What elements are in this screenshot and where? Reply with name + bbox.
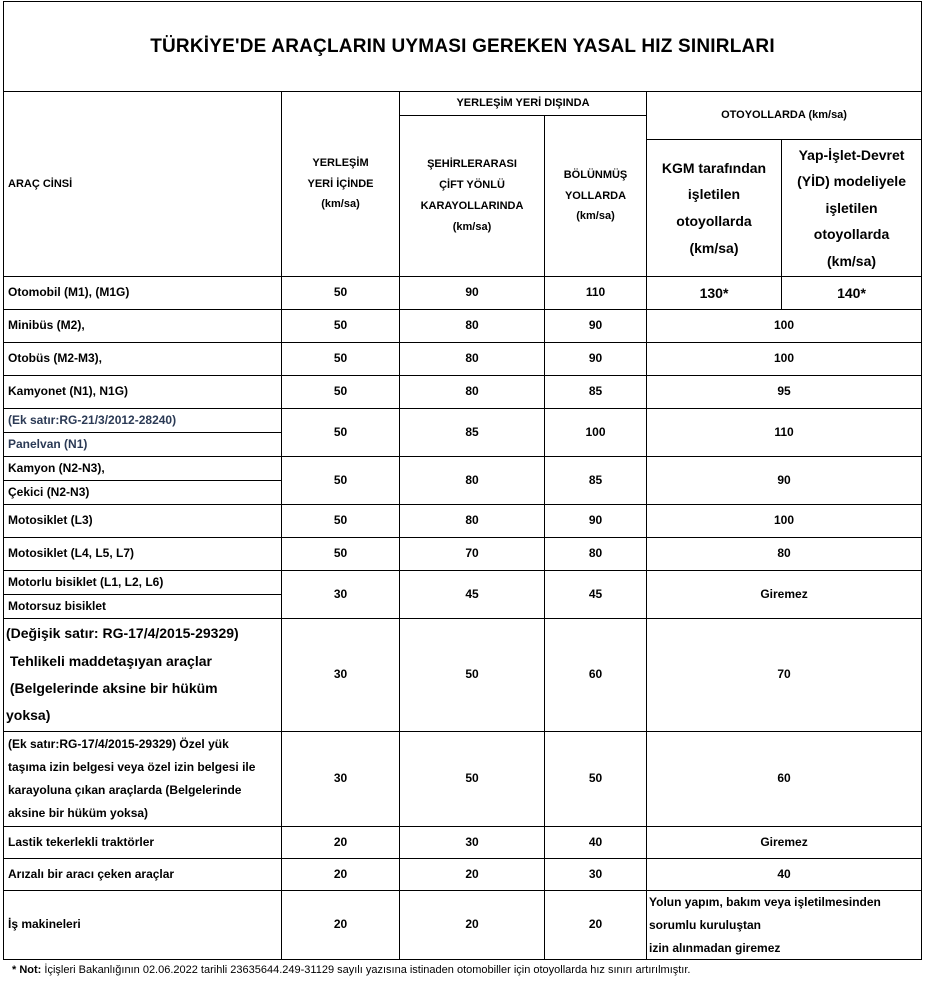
- cell-sehirlerarasi: 85: [400, 409, 545, 457]
- table-row: [4, 891, 922, 960]
- cell-bolunmus: 85: [545, 457, 647, 505]
- cell-sehirlerarasi: 80: [400, 376, 545, 409]
- name-line: (Ek satır:RG-17/4/2015-29329) Özel yük: [8, 737, 229, 752]
- vehicle-name: Otomobil (M1), (M1G): [4, 277, 282, 310]
- cell-yerlesim: 20: [282, 859, 400, 891]
- header-line: YERLEŞİM: [312, 156, 369, 169]
- vehicle-name: Minibüs (M2),: [4, 310, 282, 343]
- cell-yerlesim: 50: [282, 505, 400, 538]
- cell-otoyol: 100: [647, 343, 922, 376]
- table-row: [4, 859, 922, 891]
- cell-bolunmus: 60: [545, 619, 647, 732]
- name-line: aksine bir hüküm yoksa): [8, 805, 149, 820]
- vehicle-name: Motorlu bisiklet (L1, L2, L6): [4, 571, 282, 595]
- vehicle-name: Lastik tekerlekli traktörler: [4, 827, 282, 859]
- cell-otoyol: 90: [647, 457, 922, 505]
- otoyol-line: sorumlu kuruluştan: [649, 917, 762, 932]
- vehicle-name: Motosiklet (L4, L5, L7): [4, 538, 282, 571]
- footnote-label: * Not:: [12, 964, 42, 976]
- table-row: [4, 827, 922, 859]
- header-bolunmus: [545, 116, 647, 277]
- cell-yerlesim: 30: [282, 732, 400, 827]
- table-row: [4, 571, 922, 595]
- cell-bolunmus: 85: [545, 376, 647, 409]
- header-yid: [782, 140, 922, 277]
- cell-otoyol: Giremez: [647, 571, 922, 619]
- cell-otoyol: 70: [647, 619, 922, 732]
- cell-sehirlerarasi: 80: [400, 310, 545, 343]
- cell-bolunmus: 30: [545, 859, 647, 891]
- cell-sehirlerarasi: 70: [400, 538, 545, 571]
- vehicle-name: İş makineleri: [4, 891, 282, 960]
- vehicle-name: Kamyonet (N1), N1G): [4, 376, 282, 409]
- header-line: BÖLÜNMÜŞ: [563, 168, 628, 181]
- otoyol-line: izin alınmadan giremez: [649, 940, 781, 955]
- vehicle-name: Motosiklet (L3): [4, 505, 282, 538]
- cell-bolunmus: 45: [545, 571, 647, 619]
- cell-otoyol: 100: [647, 310, 922, 343]
- cell-kgm: 130*: [647, 277, 782, 310]
- cell-yerlesim: 50: [282, 409, 400, 457]
- cell-otoyol: 80: [647, 538, 922, 571]
- vehicle-name: Motorsuz bisiklet: [4, 595, 282, 619]
- header-kgm: [647, 140, 782, 277]
- cell-bolunmus: 90: [545, 343, 647, 376]
- name-line: taşıma izin belgesi veya özel izin belgesi ile: [8, 760, 256, 775]
- table-row: [4, 376, 922, 409]
- table-row: [4, 409, 922, 433]
- cell-yerlesim: 50: [282, 376, 400, 409]
- cell-yerlesim: 50: [282, 538, 400, 571]
- speed-limit-table: [3, 1, 922, 960]
- cell-bolunmus: 40: [545, 827, 647, 859]
- header-yerlesim-ici: [282, 92, 400, 277]
- vehicle-name: Çekici (N2-N3): [4, 481, 282, 505]
- cell-sehirlerarasi: 45: [400, 571, 545, 619]
- footnote: [12, 964, 690, 976]
- cell-otoyol: 40: [647, 859, 922, 891]
- header-line: otoyollarda: [676, 213, 752, 229]
- cell-sehirlerarasi: 20: [400, 859, 545, 891]
- cell-yerlesim: 50: [282, 343, 400, 376]
- cell-yerlesim: 50: [282, 277, 400, 310]
- cell-bolunmus: 80: [545, 538, 647, 571]
- name-line: karayoluna çıkan araçlarda (Belgelerinde: [8, 783, 242, 797]
- footnote-text: İçişleri Bakanlığının 02.06.2022 tarihli 23635644.249-31129 sayılı yazısına istinaden otomobiller için otoyollarda hız sınırı artırılmıştır.: [41, 964, 691, 976]
- header-line: otoyollarda: [813, 226, 890, 243]
- name-line: Tehlikeli maddetaşıyan araçlar: [9, 652, 212, 669]
- table-row: [4, 457, 922, 481]
- cell-sehirlerarasi: 90: [400, 277, 545, 310]
- header-line: işletilen: [825, 199, 878, 216]
- header-line: (km/sa): [827, 252, 877, 269]
- cell-sehirlerarasi: 80: [400, 457, 545, 505]
- header-yerlesim-disi: YERLEŞİM YERİ DIŞINDA: [400, 92, 647, 116]
- cell-sehirlerarasi: 50: [400, 732, 545, 827]
- vehicle-name: Arızalı bir aracı çeken araçlar: [4, 859, 282, 891]
- cell-yerlesim: 30: [282, 571, 400, 619]
- table-row: [4, 538, 922, 571]
- header-line: KGM tarafından: [661, 159, 767, 176]
- cell-otoyol: 100: [647, 505, 922, 538]
- cell-sehirlerarasi: 50: [400, 619, 545, 732]
- header-line: (km/sa): [689, 239, 739, 256]
- header-line: YOLLARDA: [564, 189, 627, 202]
- table-row: [4, 343, 922, 376]
- cell-sehirlerarasi: 80: [400, 505, 545, 538]
- cell-bolunmus: 20: [545, 891, 647, 960]
- vehicle-name: [4, 732, 282, 827]
- header-line: (km/sa): [321, 198, 360, 211]
- header-arac-cinsi: ARAÇ CİNSİ: [4, 92, 282, 277]
- cell-yerlesim: 20: [282, 827, 400, 859]
- table-row: [4, 505, 922, 538]
- vehicle-name: Kamyon (N2-N3),: [4, 457, 282, 481]
- cell-bolunmus: 110: [545, 277, 647, 310]
- cell-yerlesim: 30: [282, 619, 400, 732]
- cell-otoyol: 110: [647, 409, 922, 457]
- cell-bolunmus: 90: [545, 310, 647, 343]
- header-line: işletilen: [687, 186, 741, 203]
- table-row: [4, 619, 922, 732]
- name-line: (Belgelerinde aksine bir hüküm: [9, 680, 218, 696]
- vehicle-name: (Ek satır:RG-21/3/2012-28240): [4, 409, 282, 433]
- speed-limit-document: [3, 1, 920, 959]
- cell-bolunmus: 100: [545, 409, 647, 457]
- header-line: Yap-İşlet-Devret: [798, 146, 905, 163]
- table-row: [4, 732, 922, 827]
- cell-otoyol: 95: [647, 376, 922, 409]
- cell-bolunmus: 50: [545, 732, 647, 827]
- header-line: YERİ İÇİNDE: [307, 177, 374, 190]
- page-title: TÜRKİYE'DE ARAÇLARIN UYMASI GEREKEN YASAL HIZ SINIRLARI: [4, 2, 922, 92]
- vehicle-name: Panelvan (N1): [4, 433, 282, 457]
- header-line: (km/sa): [452, 220, 492, 233]
- name-line: (Değişik satır: RG-17/4/2015-29329): [6, 625, 239, 642]
- table-row: [4, 310, 922, 343]
- header-otoyollarda: OTOYOLLARDA (km/sa): [647, 92, 922, 140]
- vehicle-name: Otobüs (M2-M3),: [4, 343, 282, 376]
- name-line: yoksa): [6, 707, 51, 724]
- header-line: ŞEHİRLERARASI: [427, 158, 517, 171]
- otoyol-line: Yolun yapım, bakım veya işletilmesinden: [649, 895, 881, 909]
- cell-sehirlerarasi: 30: [400, 827, 545, 859]
- cell-otoyol: [647, 891, 922, 960]
- header-line: (YİD) modeliyele: [797, 173, 906, 190]
- header-line: KARAYOLLARINDA: [420, 200, 524, 212]
- header-line: ÇİFT YÖNLÜ: [439, 179, 505, 192]
- cell-sehirlerarasi: 20: [400, 891, 545, 960]
- cell-bolunmus: 90: [545, 505, 647, 538]
- cell-sehirlerarasi: 80: [400, 343, 545, 376]
- vehicle-name: [4, 619, 282, 732]
- header-sehirlerarasi: [400, 116, 545, 277]
- cell-otoyol: 60: [647, 732, 922, 827]
- cell-otoyol: Giremez: [647, 827, 922, 859]
- cell-yid: 140*: [782, 277, 922, 310]
- table-row: [4, 277, 922, 310]
- cell-yerlesim: 50: [282, 310, 400, 343]
- header-line: (km/sa): [576, 210, 615, 223]
- cell-yerlesim: 20: [282, 891, 400, 960]
- cell-yerlesim: 50: [282, 457, 400, 505]
